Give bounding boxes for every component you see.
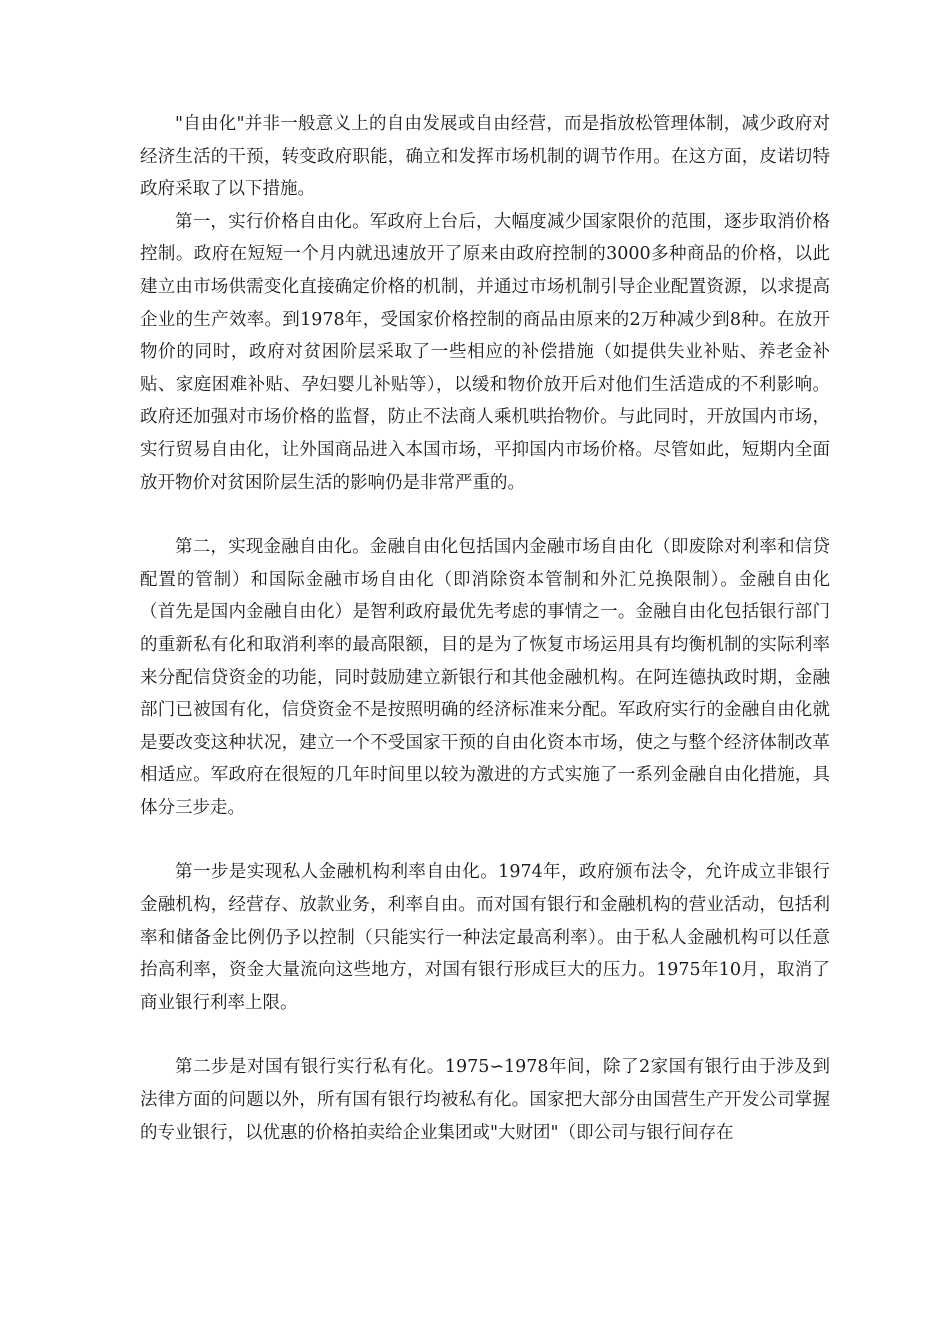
- step-two-paragraph: 第二步是对国有银行实行私有化。1975∽1978年间，除了2家国有银行由于涉及到法律方面的问题以外，所有国有银行均被私有化。国家把大部分由国营生产开发公司掌握的专业银行，以优惠的价格拍卖给企业集团或"大财团"（即公司与银行间存在: [140, 1057, 830, 1143]
- price-liberalization-paragraph: 第一，实行价格自由化。军政府上台后，大幅度减少国家限价的范围，逐步取消价格控制。政府在短短一个月内就迅速放开了原来由政府控制的3000多种商品的价格，以此建立由市场供需变化直接确定价格的机制，并通过市场机制引导企业配置资源，以求提高企业的生产效率。到1978年，受国家价格控制的商品由原来的2万种减少到8种。在放开物价的同时，政府对贫困阶层采取了一些相应的补偿措施（如提供失业补贴、养老金补贴、家庭困难补贴、孕妇婴儿补贴等），以缓和物价放开后对他们生活造成的不利影响。政府还加强对市场价格的监督，防止不法商人乘机哄抬物价。与此同时，开放国内市场，实行贸易自由化，让外国商品进入本国市场，平抑国内市场价格。尽管如此，短期内全面放开物价对贫困阶层生活的影响仍是非常严重的。: [140, 211, 830, 493]
- financial-liberalization-paragraph: 第二，实现金融自由化。金融自由化包括国内金融市场自由化（即废除对利率和信贷配置的管制）和国际金融市场自由化（即消除资本管制和外汇兑换限制）。金融自由化（首先是国内金融自由化）是智利政府最优先考虑的事情之一。金融自由化包括银行部门的重新私有化和取消利率的最高限额，目的是为了恢复市场运用具有均衡机制的实际利率来分配信贷资金的功能，同时鼓励建立新银行和其他金融机构。在阿连德执政时期，金融部门已被国有化，信贷资金不是按照明确的经济标准来分配。军政府实行的金融自由化就是要改变这种状况，建立一个不受国家干预的自由化资本市场，使之与整个经济体制改革相适应。军政府在很短的几年时间里以较为激进的方式实施了一系列金融自由化措施，具体分三步走。: [140, 537, 830, 818]
- step-one-paragraph: 第一步是实现私人金融机构利率自由化。1974年，政府颁布法令，允许成立非银行金融机构，经营存、放款业务，利率自由。而对国有银行和金融机构的营业活动，包括利率和储备金比例仍予以控制（只能实行一种法定最高利率）。由于私人金融机构可以任意抬高利率，资金大量流向这些地方，对国有银行形成巨大的压力。1975年10月，取消了商业银行利率上限。: [140, 862, 830, 1013]
- document-body: [140, 108, 830, 1149]
- intro-paragraph: "自由化"并非一般意义上的自由发展或自由经营，而是指放松管理体制，减少政府对经济生活的干预，转变政府职能，确立和发挥市场机制的调节作用。在这方面，皮诺切特政府采取了以下措施。: [140, 114, 830, 200]
